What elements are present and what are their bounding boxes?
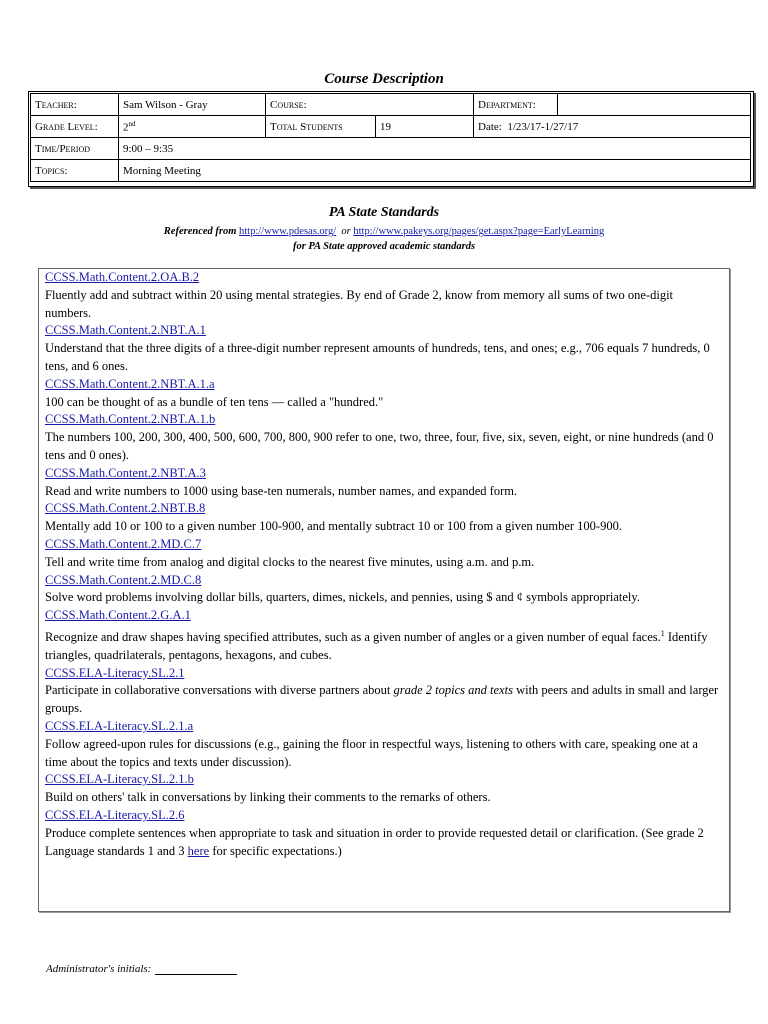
standards-box [38, 268, 730, 912]
standard-description [45, 625, 721, 665]
page-title: Course Description [324, 71, 444, 87]
standard-item [45, 465, 721, 501]
description-text: Produce complete sentences when appropriate to task and situation in order to provide requested detail or clarification. (See grade 2 Language standards 1 and 3 [45, 825, 704, 858]
standard-code-link[interactable]: CCSS.ELA-Literacy.SL.2.1.a [45, 719, 194, 734]
description-text: with peers and adults in small and larger groups. [45, 683, 719, 716]
standard-item [45, 411, 721, 464]
standard-description: The numbers 100, 200, 300, 400, 500, 600, 700, 800, 900 refer to one, two, three, four, five, six, seven, eight, or nine hundreds (and 0 tens and 0 ones). [45, 430, 714, 462]
department-value[interactable] [558, 94, 751, 116]
standard-code-link[interactable]: CCSS.Math.Content.2.NBT.B.8 [45, 501, 206, 516]
standard-item [45, 322, 721, 375]
standard-description [45, 682, 721, 718]
initials-field[interactable] [155, 963, 237, 975]
initials-label: Administrator's initials: [46, 963, 152, 975]
standard-code-link[interactable]: CCSS.Math.Content.2.NBT.A.1.b [45, 412, 216, 427]
standard-item [45, 607, 721, 665]
info-row-teacher [31, 94, 751, 116]
administrator-initials [46, 963, 237, 975]
standard-code-link[interactable]: CCSS.Math.Content.2.MD.C.8 [45, 572, 202, 587]
reference-or: or [341, 226, 351, 237]
standard-description: Read and write numbers to 1000 using base-ten numerals, number names, and expanded form. [45, 483, 518, 498]
teacher-label: Teacher: [31, 94, 119, 116]
description-text: Identify triangles, quadrilaterals, pentagons, hexagons, and cubes. [45, 630, 708, 662]
here-link[interactable]: here [187, 843, 210, 858]
reference-prefix: Referenced from [163, 226, 237, 237]
footnote-marker: 1 [660, 628, 665, 638]
reference-suffix: for PA State approved academic standards [292, 241, 476, 252]
description-text: for specific expectations.) [209, 843, 342, 858]
grade-suffix: nd [128, 119, 136, 128]
teacher-value[interactable]: Sam Wilson - Gray [119, 94, 266, 116]
standard-description: Fluently add and subtract within 20 using mental strategies. By end of Grade 2, know from memory all sums of two one-digit numbers. [45, 287, 674, 320]
grade-number: 2 [123, 121, 129, 134]
grade-label: Grade Level: [31, 116, 119, 138]
standard-description: Tell and write time from analog and digital clocks to the nearest five minutes, using a.m. and p.m. [45, 554, 535, 569]
standard-description: Solve word problems involving dollar bills, quarters, dimes, nickels, and pennies, using $ and ¢ symbols appropriately. [45, 590, 640, 605]
course-label: Course: [266, 94, 474, 116]
standard-item [45, 771, 721, 807]
standard-description: Mentally add 10 or 100 to a given number 100-900, and mentally subtract 10 or 100 from a given number 100-900. [45, 519, 622, 534]
time-value[interactable]: 9:00 – 9:35 [119, 138, 751, 160]
date-cell[interactable] [474, 116, 751, 138]
standard-code-link[interactable]: CCSS.Math.Content.2.OA.B.2 [45, 270, 200, 284]
course-info-table [28, 91, 754, 187]
topics-label: Topics: [31, 160, 119, 182]
info-row-grade [31, 116, 751, 138]
students-value[interactable]: 19 [376, 116, 474, 138]
date-label: Date: [478, 120, 502, 133]
standard-item [45, 376, 721, 412]
standard-code-link[interactable]: CCSS.Math.Content.2.NBT.A.1 [45, 323, 206, 338]
department-label: Department: [474, 94, 558, 116]
standard-code-link[interactable]: CCSS.ELA-Literacy.SL.2.6 [45, 808, 185, 823]
standard-description: Understand that the three digits of a three-digit number represent amounts of hundreds, tens, and ones; e.g., 706 equals 7 hundreds, 0 tens, and 6 ones. [45, 341, 710, 373]
standard-description: 100 can be thought of as a bundle of ten tens — called a "hundred." [45, 394, 384, 409]
reference-note [0, 224, 768, 254]
info-row-topics [31, 160, 751, 182]
standards-heading: PA State Standards [328, 205, 440, 220]
grade-value[interactable] [119, 116, 266, 138]
standard-item [45, 807, 721, 860]
standard-description [45, 825, 721, 861]
info-row-time [31, 138, 751, 160]
standard-item [45, 536, 721, 572]
standard-code-link[interactable]: CCSS.Math.Content.2.MD.C.7 [45, 536, 202, 551]
pdesas-link[interactable]: http://www.pdesas.org/ [239, 226, 337, 237]
standard-item [45, 269, 721, 322]
standard-item [45, 500, 721, 536]
time-label: Time/Period [31, 138, 119, 160]
reference-line-1 [0, 224, 768, 239]
standard-item [45, 572, 721, 608]
students-label: Total Students [266, 116, 376, 138]
description-text: Participate in collaborative conversations with diverse partners about [45, 683, 394, 698]
standard-code-link[interactable]: CCSS.Math.Content.2.G.A.1 [45, 608, 191, 623]
standard-code-link[interactable]: CCSS.Math.Content.2.NBT.A.1.a [45, 376, 215, 391]
date-value: 1/23/17-1/27/17 [507, 120, 579, 133]
standard-description: Follow agreed-upon rules for discussions (e.g., gaining the floor in respectful ways, listening to others with care, speaking one at a time about the topics and texts under discussion). [45, 736, 698, 769]
standard-description: Build on others' talk in conversations by linking their comments to the remarks of others. [45, 790, 491, 805]
standard-item [45, 665, 721, 718]
description-emphasis: grade 2 topics and texts [393, 683, 513, 698]
standard-code-link[interactable]: CCSS.Math.Content.2.NBT.A.3 [45, 465, 206, 480]
pakeys-link[interactable]: http://www.pakeys.org/pages/get.aspx?page=EarlyLearning [353, 226, 605, 237]
standards-list [45, 269, 721, 860]
topics-value[interactable]: Morning Meeting [119, 160, 751, 182]
description-text: Recognize and draw shapes having specified attributes, such as a given number of angles or a given number of equal faces. [45, 630, 661, 645]
standard-code-link[interactable]: CCSS.ELA-Literacy.SL.2.1.b [45, 772, 194, 787]
standard-code-link[interactable]: CCSS.ELA-Literacy.SL.2.1 [45, 665, 185, 680]
standard-item [45, 718, 721, 771]
